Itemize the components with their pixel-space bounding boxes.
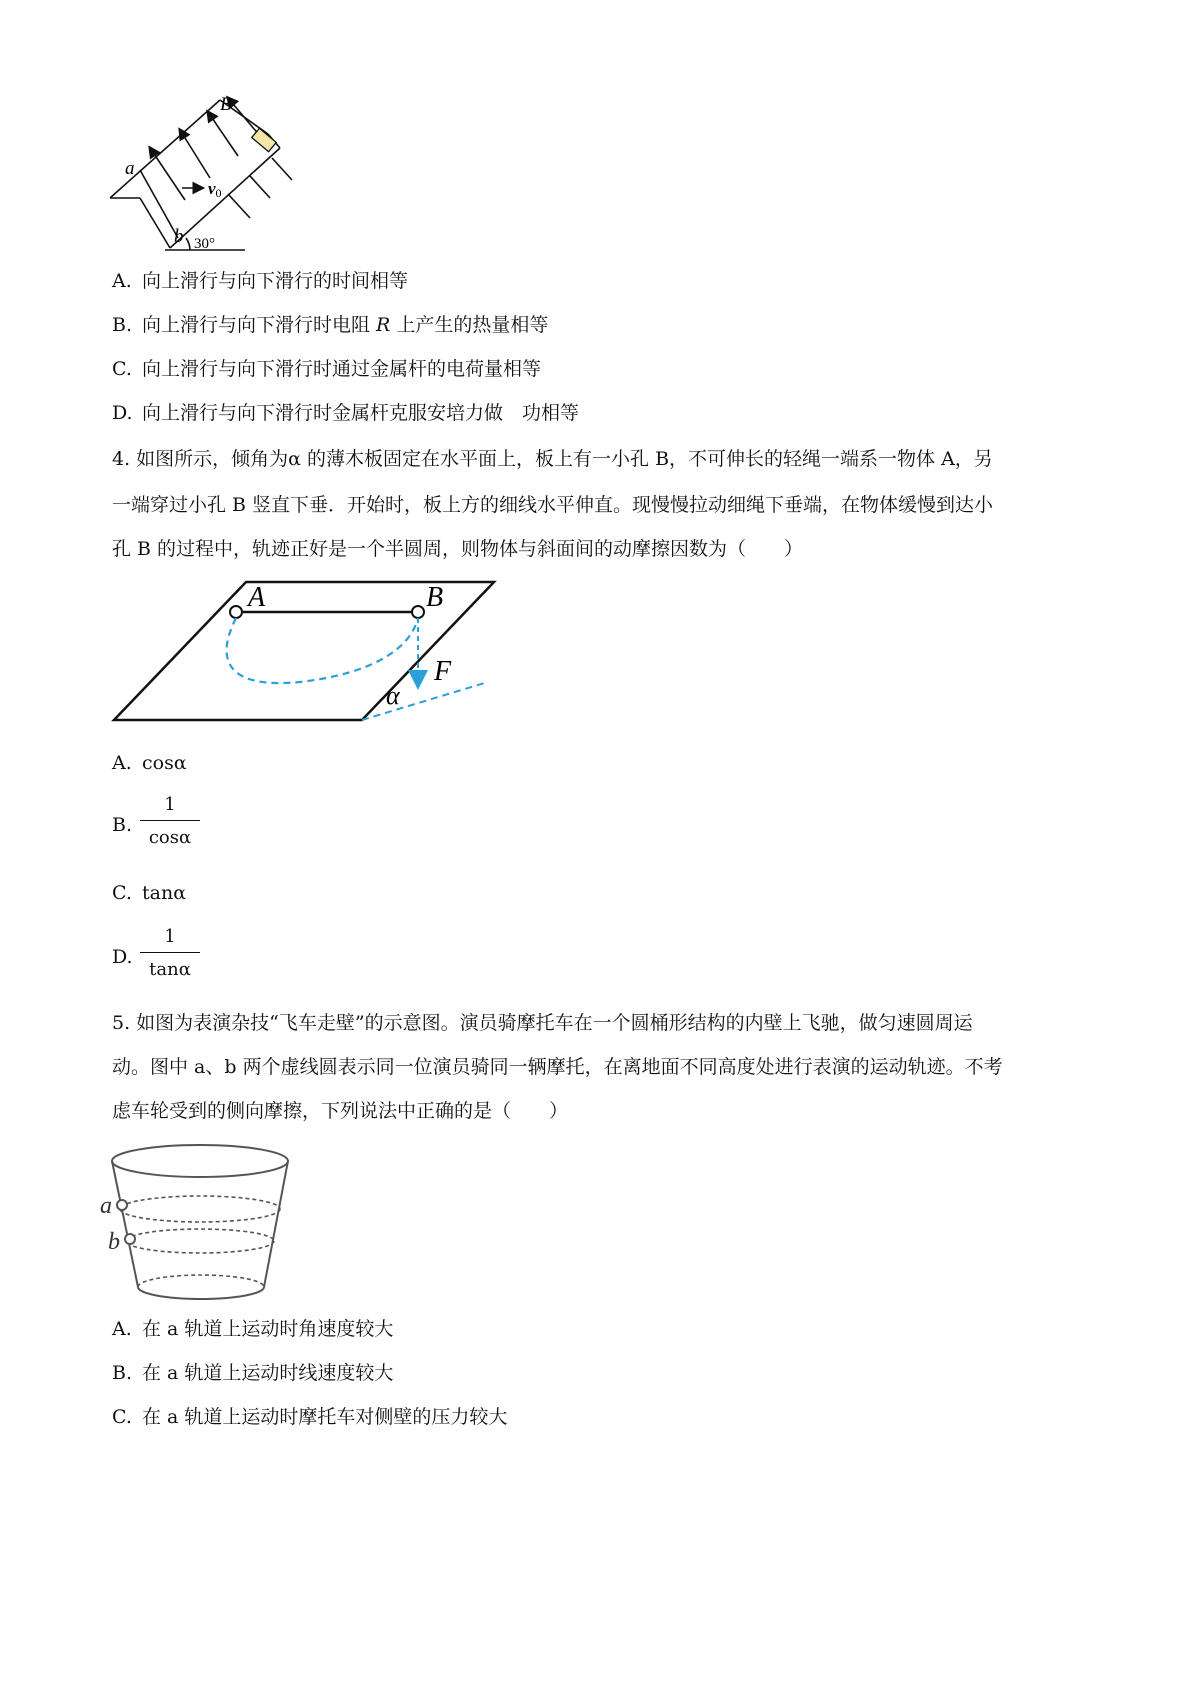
q3-option-d[interactable]: D. 向上滑行与向下滑行时金属杆克服安培力做 功相等 [112, 402, 580, 424]
q4-option-d[interactable]: D. [112, 946, 133, 968]
object-label-A: A [248, 582, 266, 613]
q5-option-b[interactable]: B. 在 a 轨道上运动时线速度较大 [112, 1362, 394, 1384]
velocity-label: v0 [208, 179, 222, 200]
q5-stem-line-1: 5. 如图为表演杂技“飞车走壁”的示意图。演员骑摩托车在一个圆桶形结构的内壁上飞驰，做匀速圆周运 [112, 1012, 973, 1034]
q4-stem-line-3: 孔 B 的过程中，轨迹正好是一个半圆周，则物体与斜面间的动摩擦因数为（ ） [112, 538, 804, 560]
q5-option-c[interactable]: C. 在 a 轨道上运动时摩托车对侧壁的压力较大 [112, 1406, 508, 1428]
q4-option-a[interactable]: A. cosα [112, 752, 187, 774]
q5-option-a[interactable]: A. 在 a 轨道上运动时角速度较大 [112, 1318, 394, 1340]
angle-label-alpha: α [386, 681, 400, 710]
force-label-F: F [434, 656, 452, 687]
field-label-B: B [220, 94, 232, 115]
track-label-b: b [108, 1229, 120, 1255]
q4-option-c[interactable]: C. tanα [112, 882, 187, 904]
track-label-a: a [100, 1193, 112, 1219]
q4-stem-line-2: 一端穿过小孔 B 竖直下垂．开始时，板上方的细线水平伸直。现慢慢拉动细绳下垂端，在物体缓慢到达小 [112, 494, 994, 516]
q4-option-b[interactable]: B. [112, 814, 133, 836]
q4-option-b-fraction: 1 cosα [140, 794, 200, 848]
q3-option-c[interactable]: C. 向上滑行与向下滑行时通过金属杆的电荷量相等 [112, 358, 542, 380]
q5-stem-line-2: 动。图中 a、b 两个虚线圆表示同一位演员骑同一辆摩托，在离地面不同高度处进行表演的运动轨迹。不考 [112, 1056, 1003, 1078]
q3-option-a[interactable]: A. 向上滑行与向下滑行的时间相等 [112, 270, 409, 292]
q5-stem-line-3: 虑车轮受到的侧向摩擦，下列说法中正确的是（ ） [112, 1100, 569, 1122]
q4-stem-line-1: 4. 如图所示，倾角为α 的薄木板固定在水平面上，板上有一小孔 B，不可伸长的轻绳一端系一物体 A，另 [112, 448, 993, 470]
q3-option-b[interactable]: B. 向上滑行与向下滑行时电阻 R 上产生的热量相等 [112, 314, 549, 336]
inclined-board-figure [100, 570, 520, 740]
rod-end-a: a [125, 158, 135, 179]
rod-end-b: b [174, 226, 184, 247]
inclined-rails-figure [100, 90, 340, 270]
angle-label: 30° [194, 236, 215, 252]
hole-label-B: B [426, 582, 444, 613]
q4-option-d-fraction: 1 tanα [140, 926, 200, 980]
wall-of-death-figure [100, 1135, 300, 1305]
